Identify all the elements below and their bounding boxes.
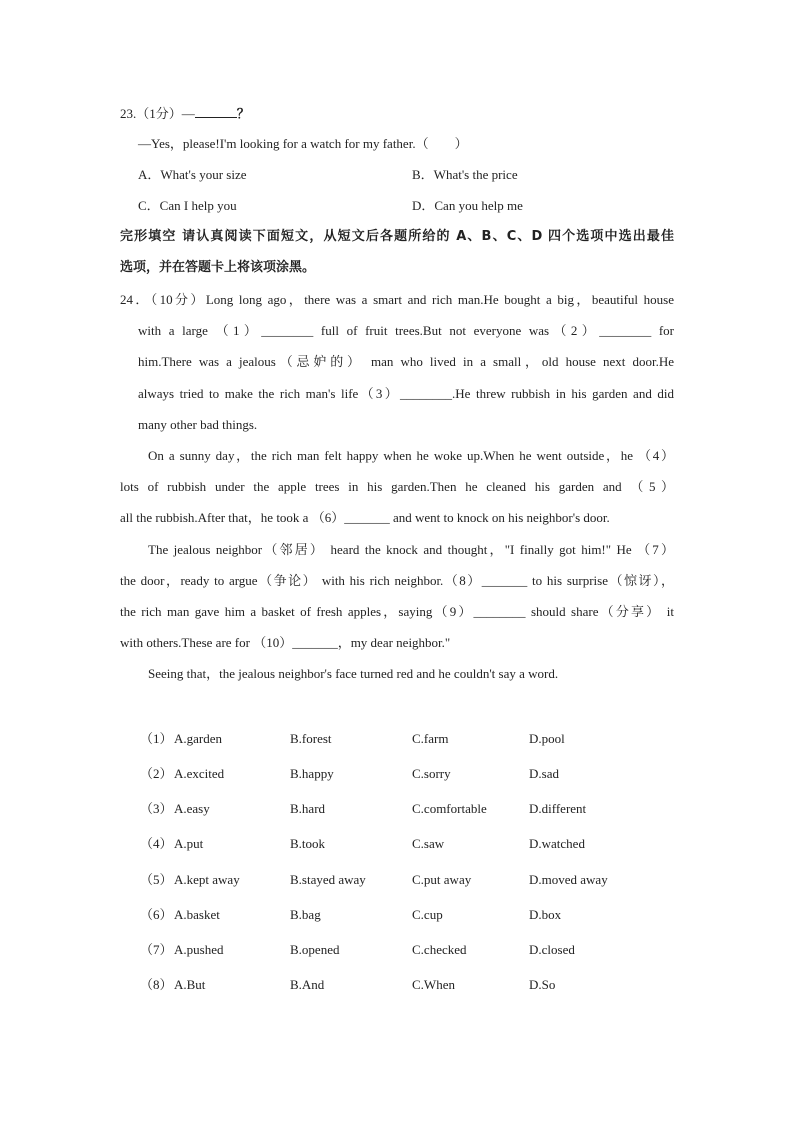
choice-row-4	[140, 835, 700, 853]
choice-a: A.easy	[174, 801, 210, 816]
choice-a: A.put	[174, 836, 204, 851]
choice-d: D.pool	[529, 731, 565, 746]
q24-line-6: On a sunny day，the rich man felt happy when he woke up.When he went outside，he （4）	[148, 448, 674, 463]
choice-b: B.forest	[290, 731, 332, 746]
choice-a: A.basket	[174, 907, 220, 922]
choice-c: C.sorry	[412, 766, 451, 781]
choice-b: B.hard	[290, 801, 326, 816]
q24-line-8: all the rubbish.After that，he took a （6）_______ and went to knock on his neighbor's door.	[120, 510, 610, 525]
choice-c: C.checked	[412, 942, 467, 957]
q23-reply: —Yes，please!I'm looking for a watch for my father.（ ）	[138, 136, 468, 151]
choice-a: A.But	[174, 977, 206, 992]
q23-blank	[195, 104, 237, 118]
q23-dash: —	[181, 106, 195, 121]
choice-d: D.different	[529, 801, 587, 816]
choice-number: （6）	[140, 907, 173, 922]
choice-number: （5）	[140, 872, 173, 887]
q24-line-10: the door，ready to argue（争论） with his rich neighbor.（8）_______ to his surprise（惊讶），	[120, 573, 674, 588]
q23-points: （1分）	[136, 106, 182, 121]
choice-c: C.comfortable	[412, 801, 487, 816]
q23-stem	[120, 104, 250, 123]
choice-b: B.took	[290, 836, 326, 851]
choice-row-2	[140, 765, 700, 783]
choice-number: （2）	[140, 766, 173, 781]
q24-line-1: 24．（10分）Long long ago，there was a smart and rich man.He bought a big，beautiful house	[120, 292, 674, 307]
q23-number: 23.	[120, 106, 137, 121]
choice-row-6	[140, 906, 700, 924]
choice-d: D.box	[529, 907, 562, 922]
choice-c: C.put away	[412, 872, 472, 887]
choice-d: D.watched	[529, 836, 585, 851]
choice-c: C.When	[412, 977, 455, 992]
q24-line-12: with others.These are for （10）_______，my dear neighbor."	[120, 635, 451, 650]
q24-line-11: the rich man gave him a basket of fresh apples，saying（9）________ should share（分享） it	[120, 604, 674, 619]
choice-c: C.farm	[412, 731, 449, 746]
choice-b: B.bag	[290, 907, 321, 922]
choice-b: B.And	[290, 977, 325, 992]
choice-row-7	[140, 941, 700, 959]
choice-number: （1）	[140, 731, 173, 746]
choice-c: C.cup	[412, 907, 443, 922]
choice-row-8	[140, 976, 700, 994]
choice-d: D.closed	[529, 942, 575, 957]
section-instruction-line2: 选项，并在答题卡上将该项涂黑。	[120, 260, 316, 275]
choice-number: （3）	[140, 801, 173, 816]
choice-d: D.sad	[529, 766, 559, 781]
choice-c: C.saw	[412, 836, 445, 851]
choice-number: （7）	[140, 942, 173, 957]
choice-number: （4）	[140, 836, 173, 851]
choice-b: B.stayed away	[290, 872, 366, 887]
choice-d: D.moved away	[529, 872, 608, 887]
q24-line-5: many other bad things.	[138, 417, 258, 432]
choice-b: B.opened	[290, 942, 340, 957]
choice-a: A.excited	[174, 766, 225, 781]
q23-option-d: D．Can you help me	[412, 198, 523, 213]
choice-a: A.garden	[174, 731, 223, 746]
q23-option-c: C．Can I help you	[138, 198, 237, 213]
q24-line-2: with a large （1）________ full of fruit trees.But not everyone was（2）________ for	[138, 323, 674, 338]
choice-d: D.So	[529, 977, 556, 992]
q23-option-a: A．What's your size	[138, 167, 247, 182]
choice-row-5	[140, 871, 700, 889]
choice-a: A.kept away	[174, 872, 240, 887]
q24-line-13: Seeing that，the jealous neighbor's face turned red and he couldn't say a word.	[148, 666, 559, 681]
choice-a: A.pushed	[174, 942, 224, 957]
choice-row-1	[140, 730, 700, 748]
choice-row-3	[140, 800, 700, 818]
q23-option-b: B．What's the price	[412, 167, 518, 182]
q24-line-4: always tried to make the rich man's life（3）________.He threw rubbish in his garden and did	[138, 386, 674, 401]
choice-number: （8）	[140, 977, 173, 992]
choice-b: B.happy	[290, 766, 334, 781]
q24-line-9: The jealous neighbor（邻居） heard the knock and thought，"I finally got him!" He （7）	[148, 542, 674, 557]
section-instruction-line1: 完形填空 请认真阅读下面短文，从短文后各题所给的 A、B、C、D 四个选项中选出最佳	[120, 229, 674, 244]
q23-qmark: ？	[236, 106, 250, 121]
q24-line-3: him.There was a jealous（忌妒的） man who lived in a small，old house next door.He	[138, 354, 674, 369]
q24-line-7: lots of rubbish under the apple trees in his garden.Then he cleaned his garden and （5）	[120, 479, 674, 494]
